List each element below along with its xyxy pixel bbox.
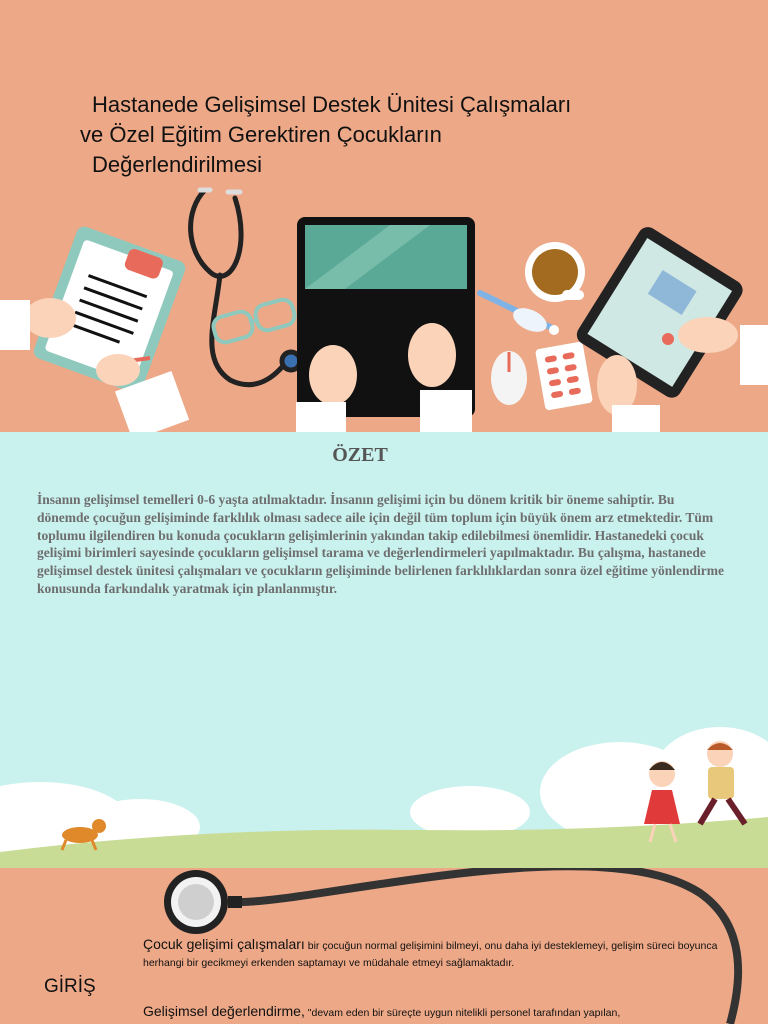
intro-p2-text: "devam eden bir süreçte uygun nitelikli personel tarafından yapılan, (304, 1007, 621, 1019)
pill-pack-icon (535, 341, 593, 410)
intro-p1-text: bir çocuğun normal gelişimini bilmeyi, onu daha iyi desteklemeyi, gelişim süreci boyunca herhangi bir gecikmeyi erkenden saptamayı ve müdahale etmeyi sağlamaktadır. (143, 940, 718, 969)
coffee-cup-icon (525, 242, 585, 302)
stethoscope-chestpiece-icon (164, 870, 242, 934)
title-line-1: Hastanede Gelişimsel Destek Ünitesi Çalışmaları (92, 92, 572, 117)
intro-panel (0, 868, 768, 1024)
intro-paragraph-2 (143, 1003, 763, 1022)
abstract-heading: ÖZET (332, 444, 388, 466)
title-line-3: Değerlendirilmesi (92, 152, 262, 177)
title-line-2: ve Özel Eğitim Gerektiren Çocukların (80, 122, 442, 147)
header-panel (0, 0, 768, 432)
computer-mouse-icon (491, 351, 527, 405)
abstract-text: İnsanın gelişimsel temelleri 0-6 yaşta atılmaktadır. İnsanın gelişimi için bu dönem kritik bir öneme sahiptir. Bu dönemde çocuğun gelişiminde farklılık olması sadece aile için değil tüm toplum için büyük önem arz etmektedir. Tüm toplumu ilgilendiren bu konuda çocukların gelişimlerinin yakından takip edilebilmesi önemlidir. Hastanedeki çocuk gelişimi birimleri sayesinde çocukların gelişimsel tarama ve değerlendirmeleri yapılmaktadır. Bu çalışma, hastanede gelişimsel destek ünitesi çalışmaları ve çocukların gelişiminde belirlenen farklılıklardan sonra özel eğitime yönlendirme konusunda farkındalık yaratmak için planlanmıştır. (37, 492, 724, 596)
intro-heading: GİRİŞ (44, 976, 96, 997)
desk-illustration (0, 0, 768, 432)
stethoscope-icon (191, 190, 300, 385)
intro-p1-lead: Çocuk gelişimi çalışmaları (143, 936, 305, 952)
intro-paragraph-1 (143, 936, 743, 972)
abstract-panel (0, 432, 768, 868)
page-title (80, 90, 720, 180)
intro-p2-lead: Gelişimsel değerlendirme, (143, 1003, 305, 1019)
glasses-icon (211, 298, 296, 345)
